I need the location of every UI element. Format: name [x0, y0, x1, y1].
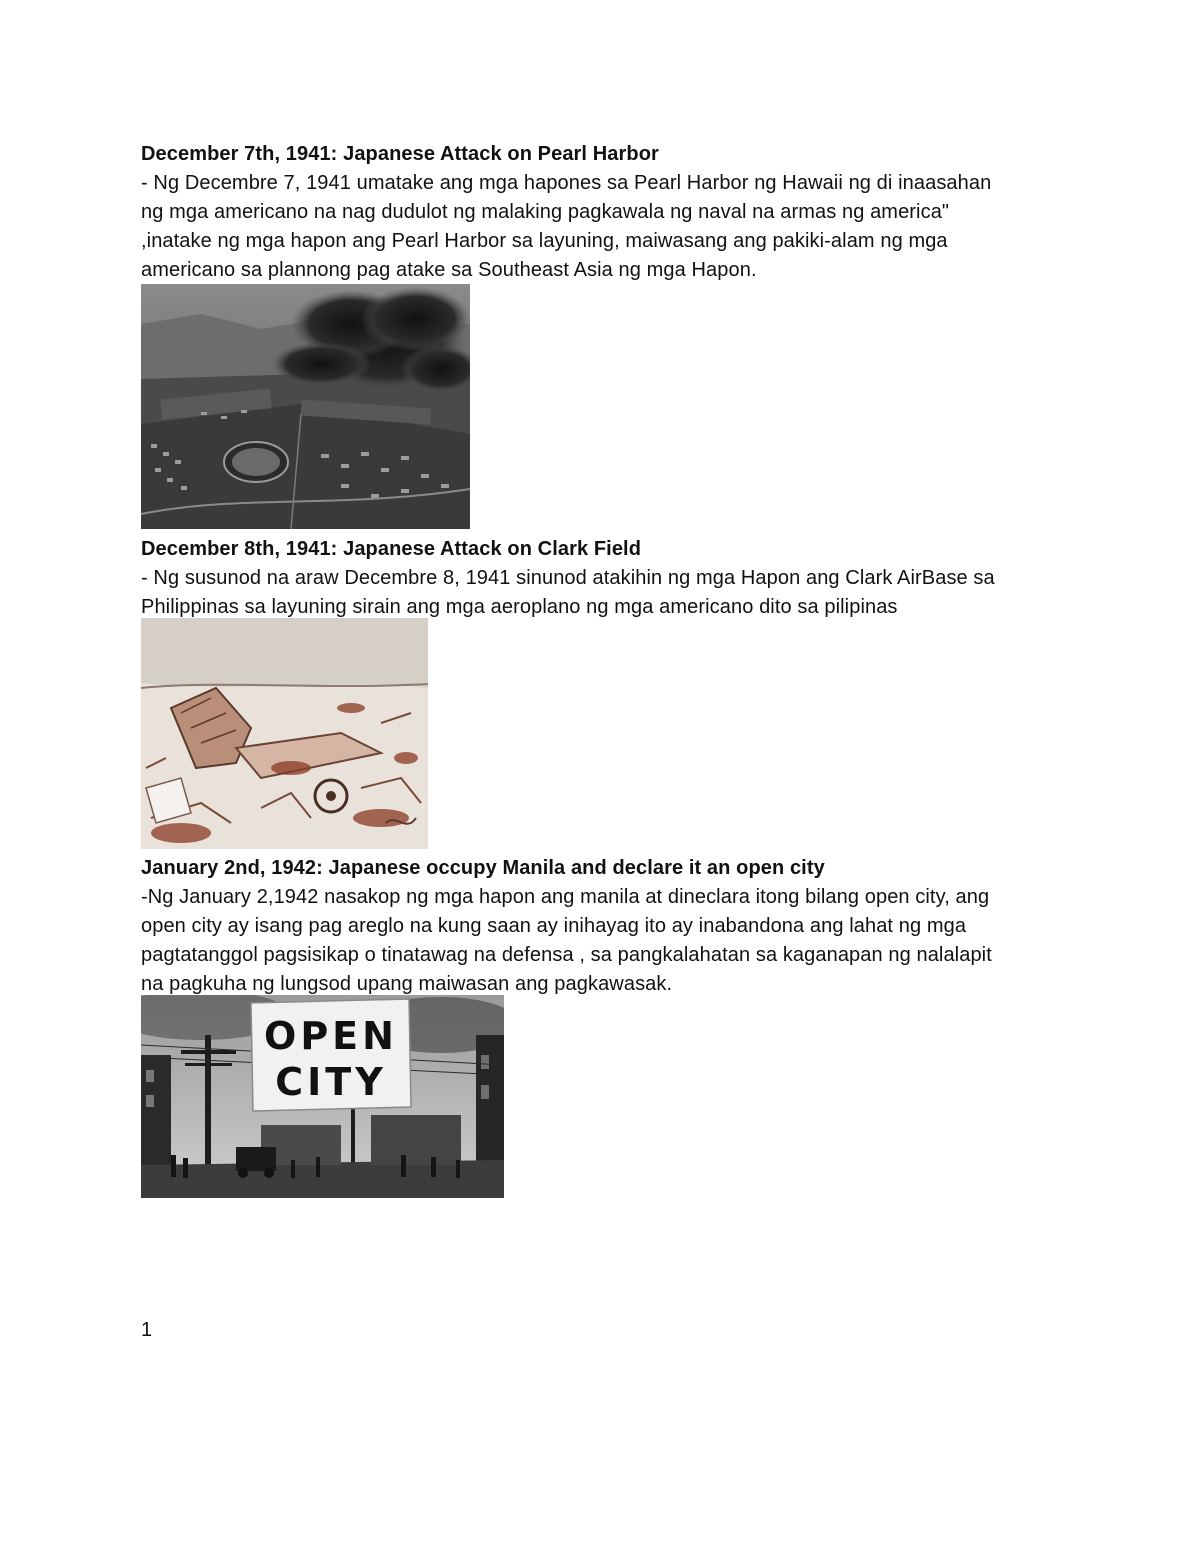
- section-clark-field: [141, 535, 1071, 622]
- body-line: ,inatake ng mga hapon ang Pearl Harbor sa layuning, maiwasang ang pakiki-alam ng mga: [141, 230, 948, 252]
- body-line: ng mga americano na nag dudulot ng malaking pagkawala ng naval na armas ng america": [141, 201, 950, 223]
- section-heading: December 8th, 1941: Japanese Attack on Clark Field: [141, 538, 642, 560]
- banner-text-city: CITY: [275, 1060, 387, 1104]
- section-manila-open-city: [141, 854, 1071, 999]
- banner-text-open: OPEN: [264, 1014, 398, 1058]
- body-line: na pagkuha ng lungsod upang maiwasan ang pagkawasak.: [141, 973, 673, 995]
- section-pearl-harbor: [141, 140, 1071, 285]
- section-heading: December 7th, 1941: Japanese Attack on Pearl Harbor: [141, 143, 659, 165]
- clark-field-painting: [141, 618, 428, 849]
- page-number: 1: [141, 1319, 153, 1341]
- body-line: - Ng susunod na araw Decembre 8, 1941 sinunod atakihin ng mga Hapon ang Clark AirBase sa: [141, 567, 995, 589]
- body-line: americano sa plannong pag atake sa Southeast Asia ng mga Hapon.: [141, 259, 757, 281]
- pearl-harbor-photo: [141, 284, 470, 529]
- body-line: -Ng January 2,1942 nasakop ng mga hapon ang manila at dineclara itong bilang open city, ang: [141, 886, 990, 908]
- section-heading: January 2nd, 1942: Japanese occupy Manila and declare it an open city: [141, 857, 825, 879]
- open-city-photo: [141, 995, 504, 1198]
- body-line: open city ay isang pag areglo na kung saan ay inihayag ito ay inabandona ang lahat ng mga: [141, 915, 967, 937]
- body-line: - Ng Decembre 7, 1941 umatake ang mga hapones sa Pearl Harbor ng Hawaii ng di inaasahan: [141, 172, 992, 194]
- body-line: pagtatanggol pagsisikap o tinatawag na defensa , sa pangkalahatan sa kaganapan ng nalalapit: [141, 944, 992, 966]
- body-line: Philippinas sa layuning sirain ang mga aeroplano ng mga americano dito sa pilipinas: [141, 596, 898, 618]
